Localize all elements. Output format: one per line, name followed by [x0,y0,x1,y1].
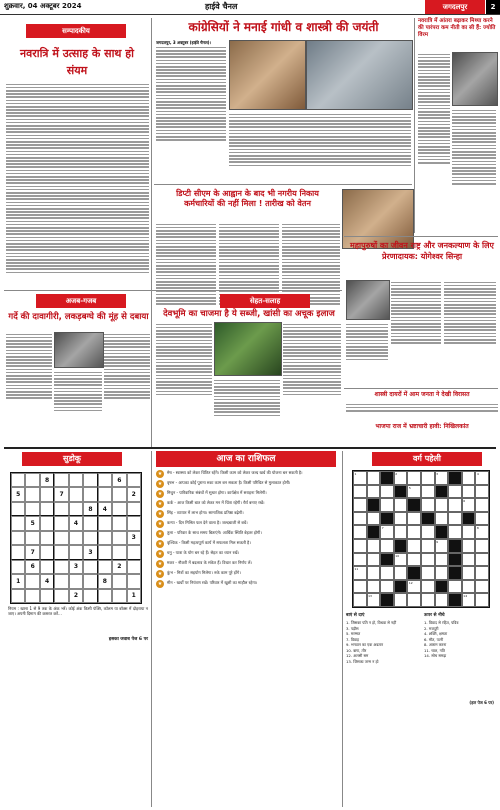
crossword-cell[interactable] [353,485,367,499]
sudoku-cell[interactable] [83,473,97,487]
sudoku-cell[interactable] [83,516,97,530]
sudoku-cell[interactable] [83,531,97,545]
sudoku-cell[interactable] [11,473,25,487]
sudoku-cell[interactable] [69,502,83,516]
right-headline: नवरात्रि में आंतरा बढ़ाकर मिथ्या करने की पारंपरा कम नीती का सी हैं: ज्योति विरम [418,18,496,38]
crossword-cell[interactable] [475,593,489,607]
crossword-cell[interactable] [367,566,381,580]
down-clue: 4. शक्ति, क्षमता [424,631,448,636]
sudoku-cell[interactable] [54,502,68,516]
sudoku-cell[interactable]: 5 [11,487,25,501]
sudoku-title: सुडोकू [22,452,122,466]
masthead [0,0,500,15]
sudoku-cell[interactable] [69,473,83,487]
sudoku-cell[interactable]: 4 [98,502,112,516]
crossword-cell[interactable]: 9 [435,539,449,553]
crossword-cell[interactable] [448,498,462,512]
crossword-cell[interactable] [353,593,367,607]
crossword-cell[interactable] [407,525,421,539]
crossword-cell[interactable]: 8 [475,525,489,539]
editorial-title: नवरात्रि में उत्साह के साथ हो संयम [20,47,134,77]
zodiac-icon: ★ [157,571,163,577]
crossword-cell[interactable] [367,485,381,499]
rashi-item [156,530,340,538]
sudoku-cell[interactable] [54,473,68,487]
down-clue: 6. मौत, पत्नी [424,636,444,642]
sudoku-cell[interactable] [112,487,126,501]
deputy-cm-headline: डिप्टी सीएम के आह्वान के बाद भी नगरीय निकाय कर्मचारियों की नहीं मिला ! तारीख को वेतन [176,189,319,208]
issue-date: शुक्रवार, 04 अक्टूबर 2024 [4,2,82,10]
rashi-text: मिथुन - पारिवारिक संबंधों में सुधार होगा। कार्यक्षेत्र में सराहना मिलेगी। [167,490,267,495]
crossword-cell[interactable] [421,580,435,594]
rashi-text: कन्या - दिन मिश्रित फल देने वाला है। जल्दबाजी से बचें। [167,520,248,525]
sudoku-cell[interactable]: 7 [25,545,39,559]
crossword-cell[interactable] [435,512,449,526]
crossword-cell [380,471,394,485]
sudoku-cell[interactable]: 7 [54,487,68,501]
sudoku-cell[interactable]: 3 [83,545,97,559]
zodiac-icon: ★ [157,481,163,487]
crossword-cell[interactable] [394,566,408,580]
ajab-band: अजब-गजब [36,294,126,308]
sudoku-cell[interactable] [127,516,141,530]
sudoku-cell[interactable] [54,589,68,603]
crossword-cell[interactable]: 10 [394,553,408,567]
zodiac-icon: ★ [157,501,163,507]
sudoku-cell[interactable]: 6 [25,560,39,574]
down-clue: 14. सोच समझ [424,653,447,658]
crossword-cell[interactable] [448,512,462,526]
crossword-title: वर्ग पहेली [372,452,482,466]
crossword-cell [448,539,462,553]
across-title: बाएं से दाएं [346,613,365,618]
sudoku-cell[interactable] [11,589,25,603]
sudoku-cell[interactable] [54,531,68,545]
sudoku-cell[interactable] [40,531,54,545]
section-rule [344,236,498,237]
section-rule [344,388,498,389]
crossword-cell[interactable] [475,580,489,594]
sudoku-cell[interactable]: 2 [69,589,83,603]
crossword-cell[interactable] [435,593,449,607]
crossword-cell[interactable] [448,580,462,594]
editorial-body [6,82,149,287]
across-clue: 7. विवाह [346,636,360,642]
main-body-col2 [229,112,411,182]
sudoku-cell[interactable] [25,589,39,603]
rashi-text: मेष - स्वास्थ्य को लेकर चिंतित रहेंगे। किसी काम को लेकर जल्द खर्च की योजना बन सकती है। [167,470,303,475]
sudoku-cell[interactable] [54,560,68,574]
sudoku-cell[interactable]: 1 [127,589,141,603]
crossword-cell[interactable] [367,580,381,594]
sudoku-cell[interactable] [54,574,68,588]
zodiac-icon: ★ [157,531,163,537]
rashi-item [156,520,340,528]
zodiac-icon: ★ [157,471,163,477]
crossword-cell [448,553,462,567]
crossword-cell[interactable] [380,566,394,580]
crossword-cell [448,566,462,580]
sudoku-cell[interactable] [98,589,112,603]
crossword-cell[interactable]: 5 [407,485,421,499]
sudoku-cell[interactable] [54,545,68,559]
crossword-cell[interactable]: 12 [407,580,421,594]
zodiac-icon: ★ [157,561,163,567]
crossword-cell[interactable]: 13 [367,593,381,607]
sehat-body-3 [283,322,341,442]
crossword-cell[interactable] [462,566,476,580]
crossword-cell[interactable] [462,525,476,539]
sudoku-cell[interactable] [127,545,141,559]
sudoku-cell[interactable]: 4 [40,574,54,588]
crossword-cell [407,566,421,580]
crossword-cell[interactable] [380,498,394,512]
across-clue: 9. भगवान का एक अवतार [346,642,384,647]
crossword-cell [394,580,408,594]
ajab-body-3 [104,332,150,442]
crossword-cell[interactable] [367,512,381,526]
crossword-cell[interactable] [394,498,408,512]
crossword-cell[interactable] [448,525,462,539]
ajab-body-1 [6,332,52,442]
sehat-body-1 [156,322,212,442]
down-clues [424,620,498,770]
crossword-cell [394,539,408,553]
sudoku-cell[interactable] [112,516,126,530]
sudoku-cell[interactable]: 3 [69,560,83,574]
crossword-cell[interactable]: 3 [435,471,449,485]
crossword-cell[interactable] [394,512,408,526]
rashi-item [156,480,340,488]
sudoku-cell[interactable] [40,487,54,501]
rashi-item [156,470,340,478]
column-rule [151,18,152,448]
crossword-cell[interactable] [475,512,489,526]
across-clue: 3. पड़ौस [346,625,359,631]
crossword-cell [448,593,462,607]
right-portrait [452,52,498,106]
crossword-cell[interactable] [435,566,449,580]
zodiac-icon: ★ [157,551,163,557]
crossword-cell [367,525,381,539]
rashi-text: धनु - यात्रा के योग बन रहे हैं। सेहत का ध्यान रखें। [167,550,240,555]
sudoku-cell[interactable] [112,502,126,516]
column-rule [414,18,415,233]
across-clue: 10. बाण, तीर [346,647,367,653]
rashifal-title: आज का राशिफल [156,451,336,467]
main-body-col1 [156,40,226,180]
crossword-cell[interactable] [353,498,367,512]
crossword-cell[interactable] [394,525,408,539]
crossword-cell[interactable] [353,553,367,567]
sudoku-cell[interactable] [83,560,97,574]
crossword-cell[interactable] [367,553,381,567]
sudoku-cell[interactable] [25,473,39,487]
down-clue: 8. आराम करना [424,642,447,647]
sudoku-cell[interactable] [83,589,97,603]
crossword-cell[interactable] [353,525,367,539]
crossword-cell[interactable] [421,539,435,553]
crossword-cell[interactable]: 4 [475,471,489,485]
mahapurush-body-2 [444,280,496,385]
crossword-cell[interactable]: 7 [380,525,394,539]
rashi-item [156,490,340,498]
section-rule [4,447,496,449]
sudoku-cell[interactable] [112,545,126,559]
sudoku-cell[interactable] [127,560,141,574]
crossword-cell[interactable] [353,512,367,526]
ajab-photo [54,332,104,368]
down-clue: 2. मजदूरी [424,625,439,631]
column-rule [342,451,343,807]
crossword-cell[interactable] [380,485,394,499]
crossword-cell[interactable] [407,471,421,485]
crossword-cell[interactable] [448,485,462,499]
sudoku-cell[interactable]: 2 [127,487,141,501]
zodiac-icon: ★ [157,581,163,587]
crossword-cell[interactable]: 2 [394,471,408,485]
rashi-text: तुला - परिवार के साथ समय बिताएंगे। आर्थिक स्थिति बेहतर होगी। [167,530,262,535]
right-body-2 [452,108,496,232]
page-number: 2 [486,0,500,14]
section-rule [4,290,342,291]
sudoku-cell[interactable] [40,502,54,516]
rashi-text: मकर - नौकरी में बदलाव के संकेत हैं। विचार कर निर्णय लें। [167,560,252,565]
crossword-cell[interactable]: 6 [462,498,476,512]
sudoku-cell[interactable]: 3 [127,531,141,545]
rashi-item [156,560,340,568]
ajab-headline: गर्दे की दावागीरी, लकड़बग्घे की मूंह से दबाया [8,312,149,322]
crossword-cell [435,485,449,499]
sudoku-cell[interactable] [98,487,112,501]
crossword-cell[interactable] [407,553,421,567]
crossword-cell[interactable] [475,539,489,553]
crossword-cell[interactable] [462,539,476,553]
crossword-cell[interactable] [380,580,394,594]
crossword-cell[interactable] [475,498,489,512]
crossword-cell[interactable] [367,539,381,553]
crossword-cell[interactable] [353,580,367,594]
sudoku-cell[interactable] [112,531,126,545]
sudoku-cell[interactable] [54,516,68,530]
crossword-cell [380,512,394,526]
column-rule [151,451,152,807]
rashi-text: मीन - खर्चों पर नियंत्रण रखें। परिवार में खुशी का माहौल रहेगा। [167,580,258,585]
across-clue: 5. मरम्मत [346,631,361,636]
sudoku-cell[interactable] [40,516,54,530]
rashi-text: वृषभ - आपका कोई पुराना रुका काम बन सकता है। किसी परिचित से मुलाकात होगी। [167,480,291,485]
down-clue: 1. विवाद से रहित, पवित्र [424,620,459,625]
main-headline: कांग्रेसियों ने मनाई गांधी व शास्त्री की जयंती [188,20,379,34]
city-label: जगदलपुर [425,0,485,14]
crossword-cell[interactable] [353,539,367,553]
crossword-cell[interactable] [421,553,435,567]
rashi-item [156,570,340,578]
crossword-cell[interactable] [475,485,489,499]
sudoku-cell[interactable]: 2 [112,560,126,574]
down-clue: 11. चाल, गति [424,647,445,653]
sehat-headline: देवभूमि का चाजमा है ये सब्जी, खांसी का अचूक इलाज [163,309,335,319]
sudoku-cell[interactable] [98,560,112,574]
sudoku-rules: नियम : खाना 1 से 9 तक के अंक भरें। कोई अंक किसी पंक्ति, कॉलम या बॉक्स में दोहराया न जाए। अपनी दिमाग की कसरत करें... [8,606,148,617]
sudoku-cell[interactable] [69,545,83,559]
crossword-cell [421,512,435,526]
down-title: ऊपर से नीचे [424,613,445,618]
sudoku-grid[interactable] [10,472,142,604]
rashi-text: कर्क - आज किसी बात को लेकर मन में चिंता रहेगी। धैर्य बनाए रखें। [167,500,265,505]
crossword-cell[interactable] [380,539,394,553]
sudoku-cell[interactable]: 8 [98,574,112,588]
across-clue: 1. जिसका पति न हो, विधवा से नहीं [346,620,397,625]
crossword-cell[interactable] [421,525,435,539]
crossword-cell[interactable]: 11 [353,566,367,580]
editorial-band: सम्पादकीय [26,24,126,38]
sudoku-cell[interactable] [40,560,54,574]
crossword-cell[interactable] [421,593,435,607]
crossword-cell[interactable] [421,485,435,499]
shastri-headline: शास्त्री दायरों में आम जनता ने देखी विरासत [374,391,470,398]
sudoku-cell[interactable] [83,487,97,501]
sudoku-cell[interactable] [98,545,112,559]
crossword-cell[interactable] [421,498,435,512]
mahapurush-headline: महापुरुषों का जीवन राष्ट्र और जनकल्याण के लिए प्रेरणादायक: योगेश्वर सिन्हा [350,241,494,261]
crossword-answer-note: (हल पेज 6 पर) [469,700,494,705]
crossword-cell[interactable] [435,553,449,567]
sudoku-cell[interactable]: 1 [11,574,25,588]
section-rule [154,184,412,185]
sehat-band: सेहत-सलाह [220,294,310,308]
crossword-cell [367,498,381,512]
sudoku-cell[interactable] [98,531,112,545]
zodiac-icon: ★ [157,541,163,547]
crossword-cell[interactable] [421,566,435,580]
sudoku-cell[interactable] [40,545,54,559]
sudoku-cell[interactable] [25,574,39,588]
rashi-item [156,540,340,548]
main-photo-1 [229,40,306,110]
crossword-cell[interactable] [462,553,476,567]
zodiac-icon: ★ [157,491,163,497]
sehat-photo [214,322,282,376]
crossword-cell [448,471,462,485]
crossword-cell[interactable] [475,553,489,567]
rashi-text: वृश्चिक - किसी महत्वपूर्ण कार्य में सफलता मिल सकती है। [167,540,251,545]
rashi-item [156,510,340,518]
sudoku-cell[interactable] [112,589,126,603]
zodiac-icon: ★ [157,521,163,527]
mahapurush-body-3 [346,322,388,386]
main-dateline: जगदलपुर, 3 अक्टूबर (हाईवे चैनल)। [156,40,212,45]
sudoku-cell[interactable] [83,574,97,588]
crossword-cell[interactable]: 1 [353,471,367,485]
crossword-cell[interactable] [462,471,476,485]
mahapurush-body-1 [391,280,441,385]
crossword-cell [462,512,476,526]
sudoku-cell[interactable]: 5 [25,516,39,530]
crossword-cell [394,485,408,499]
sudoku-cell[interactable] [11,502,25,516]
shastri-subhead: भाजपा राज में भ्रष्टाचारी हावी: निखिलकांत [375,423,469,430]
sudoku-cell[interactable] [40,589,54,603]
sudoku-cell[interactable] [127,574,141,588]
sudoku-cell[interactable] [69,574,83,588]
crossword-cell[interactable] [407,539,421,553]
sudoku-cell[interactable] [112,574,126,588]
sudoku-cell[interactable] [69,531,83,545]
crossword-cell[interactable] [462,485,476,499]
right-body-1 [418,52,450,232]
rashi-item [156,550,340,558]
sudoku-cell[interactable] [69,487,83,501]
crossword-cell[interactable] [475,566,489,580]
sudoku-cell[interactable] [25,531,39,545]
crossword-cell[interactable]: 14 [462,593,476,607]
rashi-text: सिंह - व्यापार में लाभ होगा। सामाजिक प्रतिष्ठा बढ़ेगी। [167,510,244,515]
crossword-cell [435,580,449,594]
sudoku-cell[interactable]: 8 [83,502,97,516]
sudoku-cell[interactable] [25,502,39,516]
sudoku-cell[interactable] [11,545,25,559]
crossword-cell [407,498,421,512]
sudoku-cell[interactable]: 6 [112,473,126,487]
sudoku-cell[interactable] [11,516,25,530]
across-clue: 12. अलसी सम [346,653,369,658]
rashi-text: कुंभ - मित्रों का सहयोग मिलेगा। रुके काम पूरे होंगे। [167,570,241,575]
sudoku-cell[interactable]: 8 [40,473,54,487]
crossword-cell [380,593,394,607]
across-clues [346,620,420,770]
crossword-cell[interactable] [435,498,449,512]
sehat-body-2 [214,378,280,442]
main-photo-2 [306,40,413,110]
across-clue: 13. जिसका जन्म न हो [346,658,379,664]
rashi-item [156,580,340,588]
zodiac-icon: ★ [157,511,163,517]
sudoku-answer-note: इसका जवाब पेज 6 पर [108,637,148,642]
sudoku-cell[interactable] [25,487,39,501]
sudoku-cell[interactable] [127,502,141,516]
crossword-cell[interactable] [407,512,421,526]
crossword-cell[interactable] [462,580,476,594]
sudoku-cell[interactable] [98,473,112,487]
crossword-cell[interactable] [421,471,435,485]
mahapurush-photo [346,280,390,320]
crossword-cell[interactable] [394,593,408,607]
sudoku-cell[interactable]: 4 [69,516,83,530]
crossword-cell[interactable] [407,593,421,607]
sudoku-cell[interactable] [98,516,112,530]
sudoku-cell[interactable] [127,473,141,487]
sudoku-cell[interactable] [11,531,25,545]
shastri-body [346,402,498,422]
paper-name: हाईवे चैनल [205,2,238,11]
crossword-cell [435,525,449,539]
crossword-cell[interactable] [367,471,381,485]
sudoku-cell[interactable] [11,560,25,574]
ajab-body-2 [54,370,102,442]
rashifal-list [156,470,340,808]
crossword-cell [380,553,394,567]
rashi-item [156,500,340,508]
crossword-grid[interactable] [352,470,490,608]
